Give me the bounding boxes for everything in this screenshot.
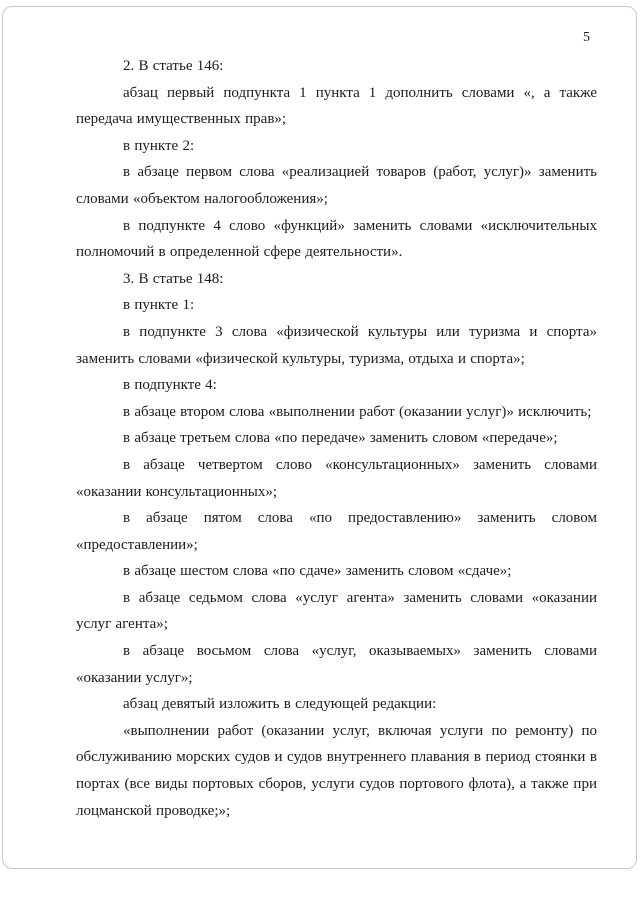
paragraph: в абзаце первом слова «реализацией товаров (работ, услуг)» заменить словами «объектом налогообложения»; — [76, 164, 597, 207]
paragraph: 2. В статье 146: — [123, 58, 224, 74]
paragraph: абзац первый подпункта 1 пункта 1 дополнить словами «, а также передача имущественных прав»; — [76, 84, 597, 128]
paragraph: в пункте 2: — [123, 137, 195, 154]
paragraph: в абзаце третьем слова «по передаче» заменить словом «передаче»; — [123, 430, 558, 447]
paragraph: в абзаце восьмом слова «услуг, оказываемых» заменить словами «оказании услуг»; — [76, 643, 597, 686]
page-number: 5 — [583, 30, 590, 45]
paragraph: в пункте 1: — [123, 297, 195, 314]
paragraph: в подпункте 4: — [123, 377, 217, 394]
paragraph: «выполнении работ (оказании услуг, включая услуги по ремонту) по обслуживанию морских судов и судов внутреннего плавания в период стоянки в портах (все виды портовых сборов, услуги судов портового флота), а также при лоцманской проводке;»; — [76, 722, 597, 819]
paragraph: 3. В статье 148: — [123, 270, 224, 287]
paragraph: в подпункте 4 слово «функций» заменить словами «исключительных полномочий в определенной сфере деятельности». — [76, 217, 597, 261]
paragraph: в абзаце пятом слова «по предоставлению» заменить словом «предоставлении»; — [76, 510, 597, 553]
paragraph: абзац девятый изложить в следующей редакции: — [123, 696, 437, 713]
paragraph: в абзаце седьмом слова «услуг агента» заменить словами «оказании услуг агента»; — [76, 589, 597, 633]
paragraph: в абзаце шестом слова «по сдаче» заменить словом «сдаче»; — [123, 563, 512, 580]
paragraph: в подпункте 3 слова «физической культуры или туризма и спорта» заменить словами «физической культуры, туризма, отдыха и спорта»; — [76, 323, 597, 367]
document-body — [76, 53, 597, 824]
paragraph: в абзаце четвертом слово «консультационных» заменить словами «оказании консультационных»; — [76, 456, 597, 500]
paragraph: в абзаце втором слова «выполнении работ (оказании услуг)» исключить; — [123, 403, 592, 420]
